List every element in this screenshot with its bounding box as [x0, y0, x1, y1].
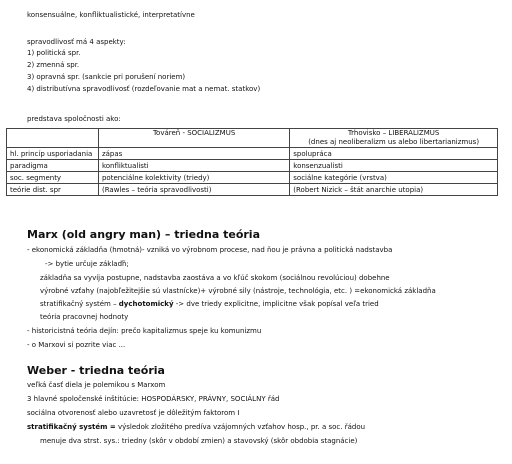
table-corner-cell [7, 129, 99, 148]
marx-line: -> bytie určuje záklaďň; [45, 260, 129, 268]
society-comparison-table [6, 128, 498, 196]
weber-stratification-label: stratifikačný systém = [27, 423, 116, 431]
liberalism-cell: konsenzualisti [290, 160, 498, 172]
table-row [7, 172, 498, 184]
marx-stratification-rest: -> dve triedy explicitne, implicitne však popísal veľa tried [173, 300, 379, 308]
socialism-cell: zápas [98, 148, 289, 160]
header-socialism: Továreň - SOCIALIZMUS [98, 129, 289, 148]
row-label: teórie dist. spr [7, 184, 99, 196]
weber-stratification-line [27, 423, 365, 432]
weber-line: sociálna otvorenosť alebo uzavretosť je dôležitým faktorom I [27, 409, 240, 417]
liberalism-cell: sociálne kategórie (vrstva) [290, 172, 498, 184]
marx-stratification-label: stratifikačný systém – [40, 300, 119, 308]
weber-line: veľká časť diela je polemikou s Marxom [27, 381, 166, 389]
marx-heading: Marx (old angry man) – triedna teória [27, 228, 260, 241]
marx-line: základňa sa vyvíja postupne, nadstavba zaostáva a vo kľúč skokom (sociálnou revolúciou) dobehne [40, 274, 390, 282]
weber-heading: Weber - triedna teória [27, 364, 165, 377]
weber-stratification-rest: výsledok zložitého predíva vzájomných vzťahov hosp., pr. a soc. řádou [115, 423, 366, 431]
weber-line: menuje dva strst. sys.: triedny (skôr v období zmien) a stavovský (skôr obdobia stagnácie) [40, 437, 358, 445]
intro-line: konsensuálne, konfliktualistické, interpretatívne [27, 11, 195, 19]
aspect-item: 2) zmenná spr. [27, 61, 80, 69]
socialism-cell: (Rawles – teória spravodlivosti) [98, 184, 289, 196]
weber-line: 3 hlavné spoločenské inštitúcie: HOSPODÁRSKY, PRÁVNY, SOCIÁLNY řád [27, 395, 280, 403]
row-label: soc. segmenty [7, 172, 99, 184]
table-row [7, 148, 498, 160]
marx-stratification-line [40, 300, 379, 309]
aspect-item: 4) distributívna spravodlivosť (rozdeľovanie mat a nemat. statkov) [27, 85, 261, 93]
marx-line: - historicistná teória dejín: prečo kapitalizmus speje ku komunizmu [27, 327, 262, 335]
marx-line: - o Marxovi si pozrite viac ... [27, 341, 126, 349]
aspect-item: 1) politická spr. [27, 49, 81, 57]
header-liberalism-note: (dnes aj neoliberalizm us alebo libertarianizmus) [308, 138, 480, 146]
liberalism-cell: spolupráca [290, 148, 498, 160]
header-liberalism [290, 129, 498, 148]
header-liberalism-title: Trhovisko – LIBERALIZMUS [347, 129, 440, 137]
marx-dichotomic: dychotomický [118, 300, 174, 308]
row-label: paradigma [7, 160, 99, 172]
socialism-cell: potenciálne kolektivity (triedy) [98, 172, 289, 184]
socialism-cell: konfliktualisti [98, 160, 289, 172]
society-intro: predstava spoločnosti ako: [27, 115, 121, 123]
aspects-intro: spravodlivosť má 4 aspekty: [27, 38, 126, 46]
liberalism-cell: (Robert Nizick – štát anarchie utopia) [290, 184, 498, 196]
table-header-row [7, 129, 498, 148]
marx-line: - ekonomická základňa (hmotná)- vzniká vo výrobnom procese, nad ňou je právna a politická nadstavba [27, 246, 393, 254]
table-row [7, 184, 498, 196]
table-row [7, 160, 498, 172]
marx-line: výrobné vzťahy (najobľežitejšie sú vlastnícke)+ výrobné sily (nástroje, technológia, etc. ) =ekonomická základňa [40, 287, 436, 295]
marx-line: teória pracovnej hodnoty [40, 313, 129, 321]
row-label: hl. princíp usporiadania [7, 148, 99, 160]
aspect-item: 3) opravná spr. (sankcie pri porušení noriem) [27, 73, 186, 81]
